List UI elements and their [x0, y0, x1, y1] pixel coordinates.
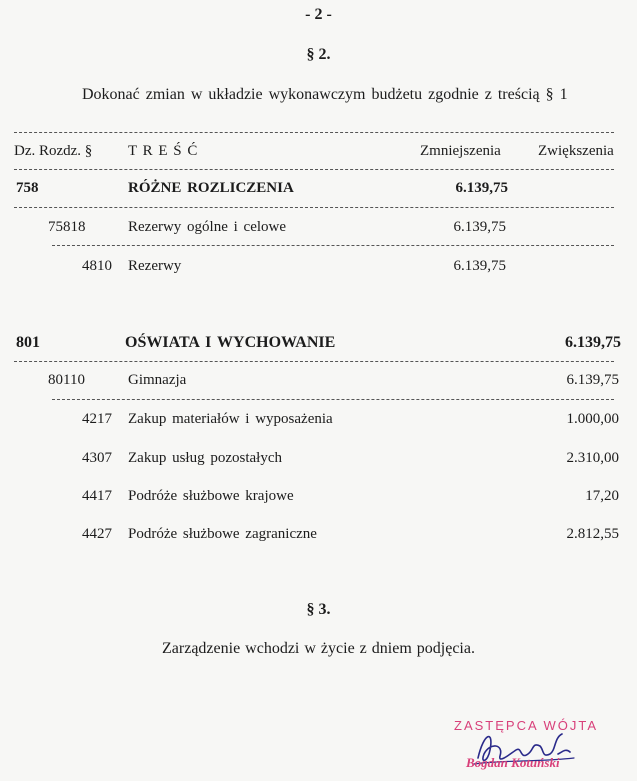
paragraf-4417-name: Podróże służbowe krajowe [128, 488, 294, 504]
rozdzial-75818-divider [52, 245, 614, 246]
header-tresc: T R E Ś Ć [128, 143, 199, 159]
paragraf-4810-name: Rezerwy [128, 258, 182, 274]
page-number: - 2 - [305, 6, 332, 23]
section3-text: Zarządzenie wchodzi w życie z dniem podjęcia. [162, 640, 475, 657]
section2-title: § 2. [306, 46, 331, 63]
paragraf-4427-zwiekszenia: 2.812,55 [566, 526, 619, 542]
paragraf-4217-code: 4217 [82, 411, 112, 427]
paragraf-4810-code: 4810 [82, 258, 112, 274]
paragraf-4307-code: 4307 [82, 450, 112, 466]
paragraf-4217-zwiekszenia: 1.000,00 [566, 411, 619, 427]
rozdzial-75818-code: 75818 [48, 219, 86, 235]
rozdzial-80110-name: Gimnazja [128, 372, 187, 388]
rozdzial-75818-name: Rezerwy ogólne i celowe [128, 219, 287, 235]
header-bottom-divider [14, 169, 614, 170]
paragraf-4217-name: Zakup materiałów i wyposażenia [128, 411, 333, 427]
paragraf-4427-code: 4427 [82, 526, 112, 542]
dzial-758-code: 758 [16, 180, 39, 196]
header-dz-rozdz: Dz. Rozdz. § [14, 143, 93, 159]
dzial-758-name: RÓŻNE ROZLICZENIA [128, 180, 294, 196]
rozdzial-80110-zwiekszenia: 6.139,75 [566, 372, 619, 388]
dzial-801-code: 801 [16, 334, 40, 351]
rozdzial-75818-zmniejszenia: 6.139,75 [453, 219, 506, 235]
dzial-801-name: OŚWIATA I WYCHOWANIE [125, 334, 336, 351]
dzial-758-divider [14, 207, 614, 208]
paragraf-4427-name: Podróże służbowe zagraniczne [128, 526, 317, 542]
header-zmniejszenia: Zmniejszenia [420, 143, 501, 159]
dzial-801-divider [14, 361, 614, 362]
dzial-801-zwiekszenia: 6.139,75 [565, 334, 621, 351]
paragraf-4810-zmniejszenia: 6.139,75 [453, 258, 506, 274]
header-top-divider [14, 132, 614, 133]
rozdzial-80110-code: 80110 [48, 372, 85, 388]
rozdzial-80110-divider [52, 399, 614, 400]
dzial-758-zmniejszenia: 6.139,75 [455, 180, 508, 196]
section3-title: § 3. [306, 601, 331, 618]
paragraf-4307-name: Zakup usług pozostałych [128, 450, 282, 466]
stamp-name: Bogdan Kotuński [466, 755, 560, 770]
stamp-title: ZASTĘPCA WÓJTA [454, 718, 599, 733]
header-zwiekszenia: Zwiększenia [538, 143, 614, 159]
paragraf-4417-zwiekszenia: 17,20 [585, 488, 619, 504]
paragraf-4307-zwiekszenia: 2.310,00 [566, 450, 619, 466]
section2-intro: Dokonać zmian w układzie wykonawczym budżetu zgodnie z treścią § 1 [82, 86, 568, 103]
paragraf-4417-code: 4417 [82, 488, 112, 504]
